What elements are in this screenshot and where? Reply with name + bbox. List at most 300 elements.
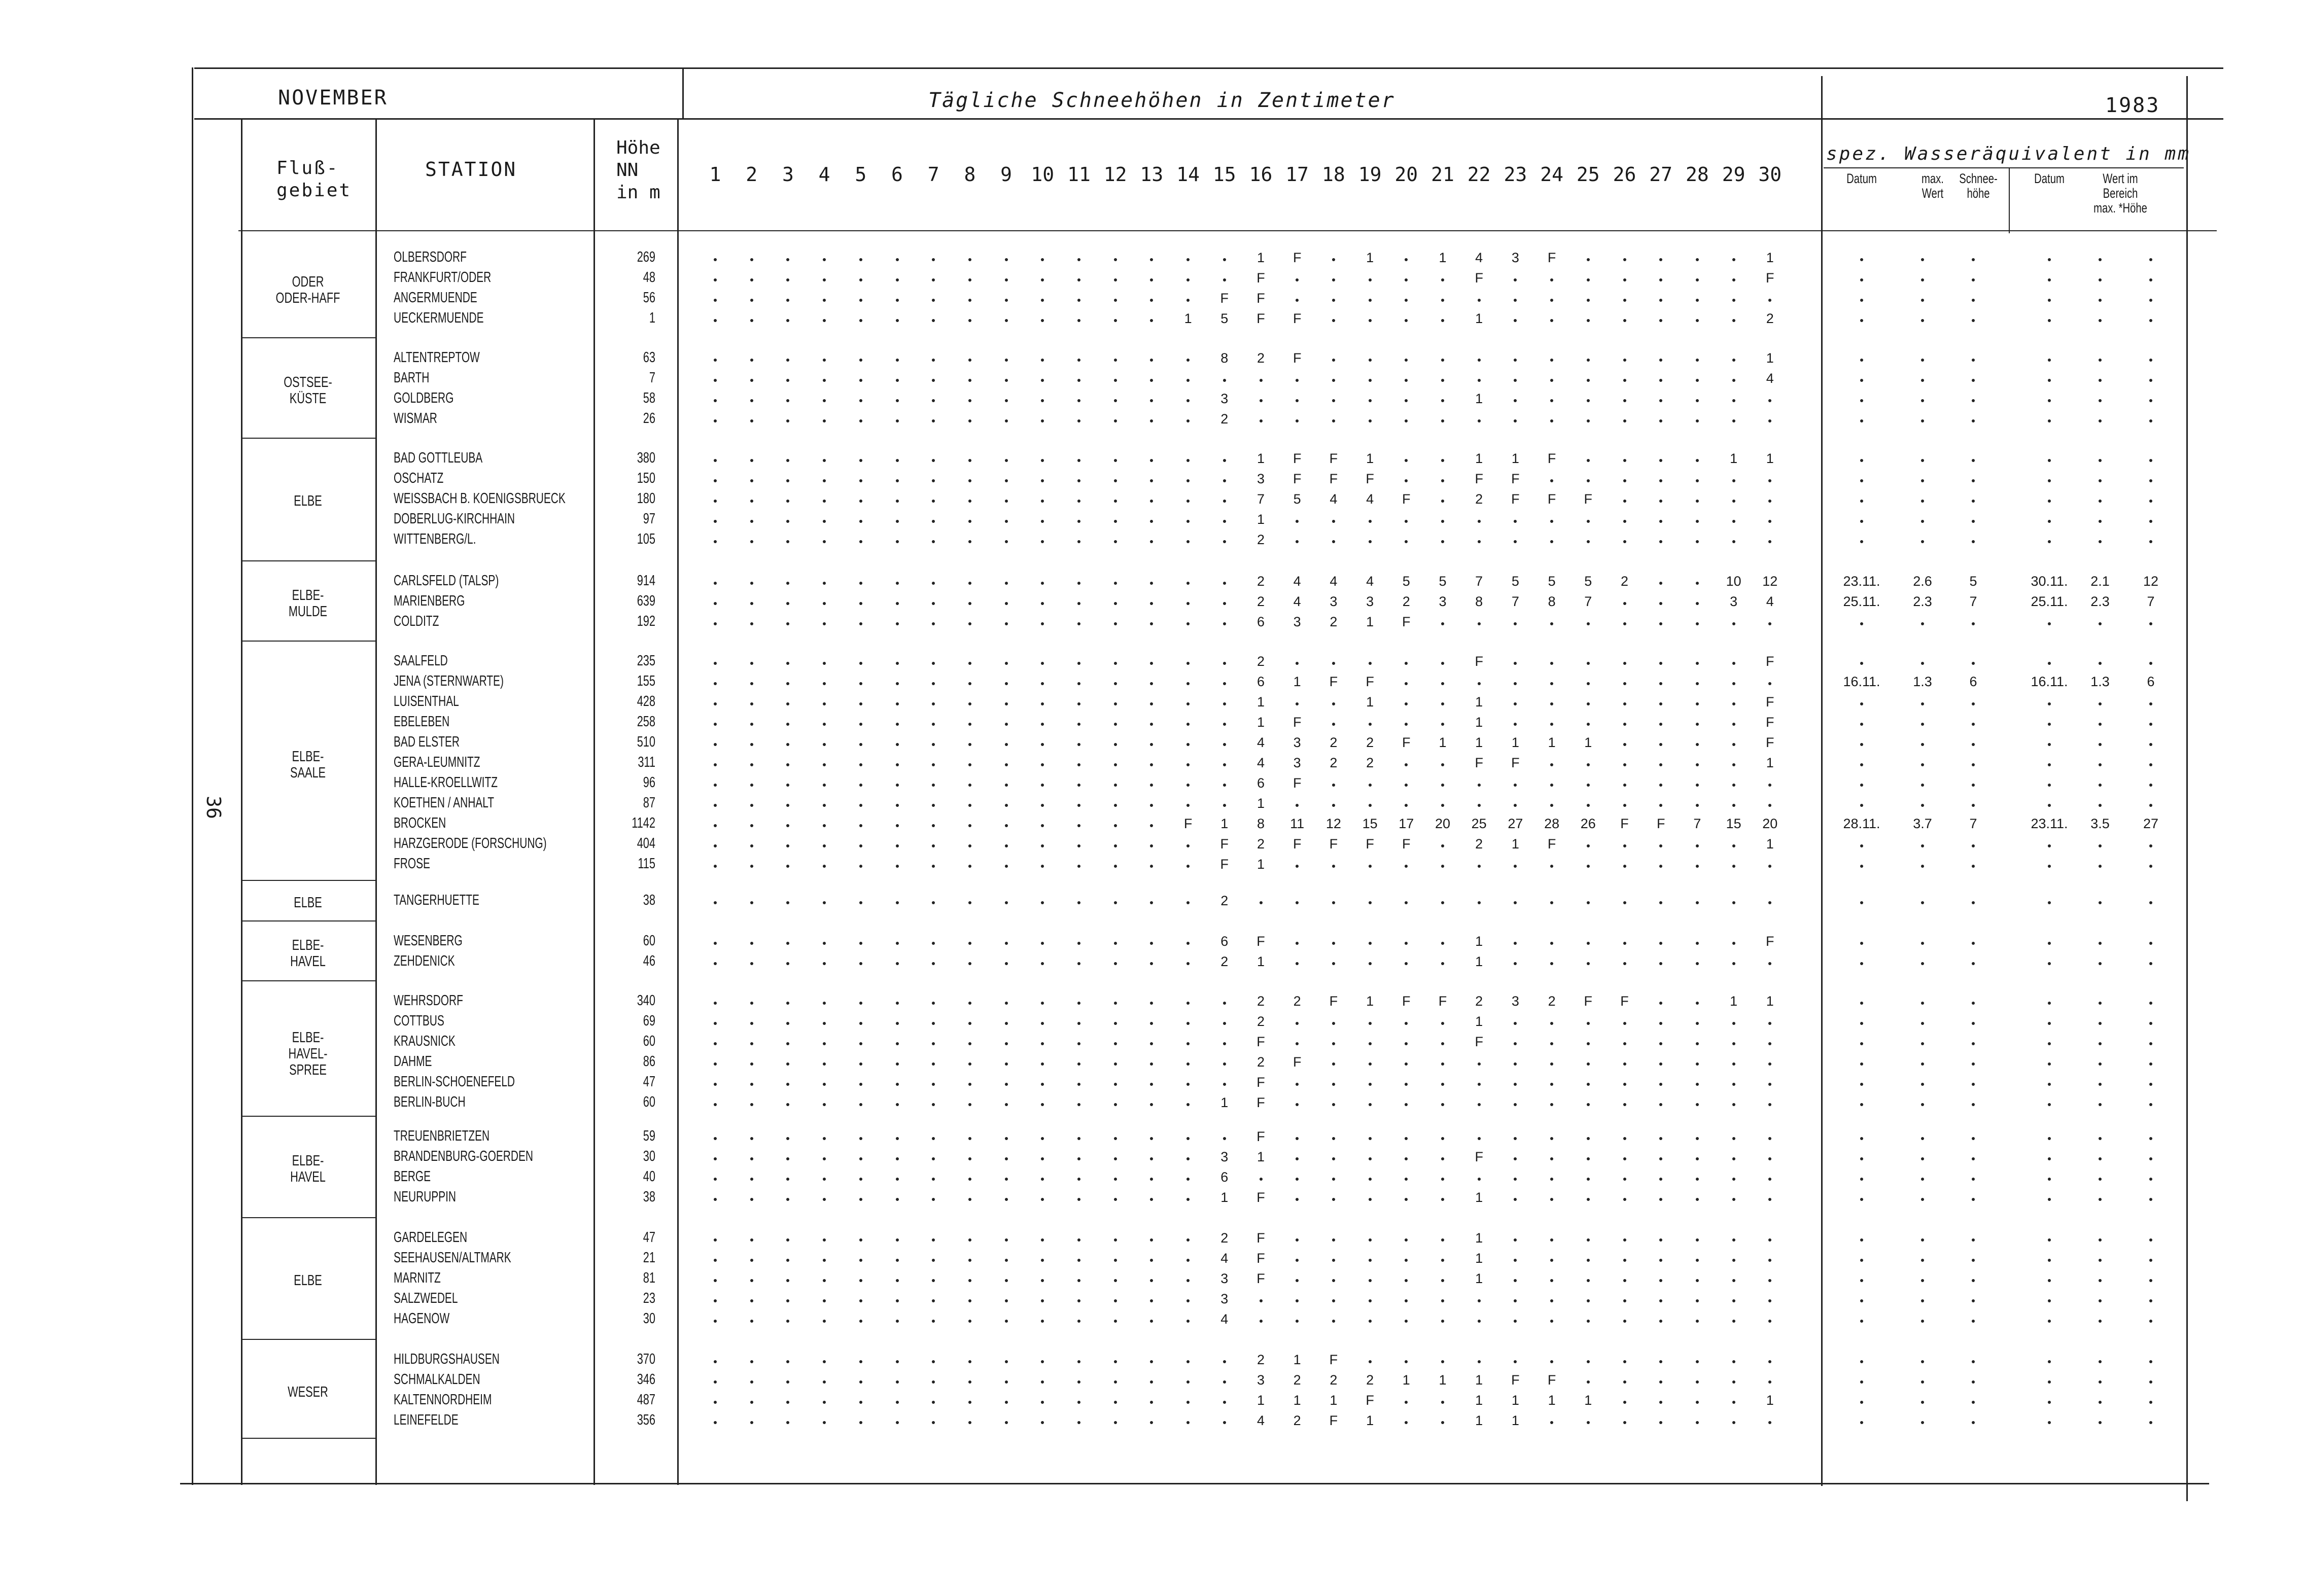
no-snow-dot — [1623, 865, 1626, 868]
no-snow-dot — [1077, 1320, 1080, 1323]
no-snow-dot — [1114, 763, 1117, 766]
swe-empty-dot — [2099, 500, 2102, 503]
no-snow-dot — [859, 1279, 862, 1282]
day-header-23: 23 — [1504, 163, 1527, 186]
station-height: 1142 — [632, 815, 655, 831]
no-snow-dot — [1041, 942, 1044, 945]
swe-empty-dot — [1972, 319, 1975, 322]
no-snow-dot — [1732, 540, 1735, 543]
river-basin-label: ELBE — [294, 493, 322, 509]
no-snow-dot — [896, 1022, 899, 1025]
no-snow-dot — [1186, 1299, 1190, 1302]
day-header-20: 20 — [1394, 163, 1418, 186]
snow-depth-value: F — [1256, 1230, 1265, 1246]
no-snow-dot — [1041, 844, 1044, 847]
no-snow-dot — [1696, 479, 1699, 482]
no-snow-dot — [1550, 1022, 1553, 1025]
no-snow-dot — [786, 379, 789, 382]
no-snow-dot — [1114, 278, 1117, 281]
no-snow-dot — [750, 1137, 753, 1140]
swe-empty-dot — [1921, 763, 1924, 766]
no-snow-dot — [786, 299, 789, 302]
no-snow-dot — [1114, 1198, 1117, 1201]
no-snow-dot — [1696, 1279, 1699, 1282]
swe-empty-dot — [1860, 1062, 1863, 1066]
no-snow-dot — [1296, 540, 1299, 543]
no-snow-dot — [1041, 399, 1044, 402]
swe-empty-dot — [2048, 1238, 2051, 1242]
no-snow-dot — [1077, 319, 1080, 322]
no-snow-dot — [1005, 743, 1008, 746]
no-snow-dot — [1405, 379, 1408, 382]
station-height: 63 — [643, 349, 655, 366]
no-snow-dot — [750, 1178, 753, 1181]
swe-empty-dot — [1921, 942, 1924, 945]
swe-empty-dot — [1972, 1178, 1975, 1181]
no-snow-dot — [1696, 662, 1699, 665]
station-height: 47 — [643, 1229, 655, 1246]
no-snow-dot — [786, 784, 789, 787]
no-snow-dot — [1478, 1178, 1481, 1181]
no-snow-dot — [1369, 804, 1372, 807]
no-snow-dot — [1696, 743, 1699, 746]
no-snow-dot — [823, 1360, 826, 1363]
no-snow-dot — [932, 399, 935, 402]
no-snow-dot — [1478, 1360, 1481, 1363]
swe-empty-dot — [1860, 1002, 1863, 1005]
no-snow-dot — [1150, 844, 1153, 847]
station-height: 30 — [643, 1148, 655, 1164]
no-snow-dot — [1223, 278, 1226, 281]
swe-empty-dot — [1860, 1279, 1863, 1282]
swe-empty-dot — [1860, 1299, 1863, 1302]
no-snow-dot — [786, 1259, 789, 1262]
swe-empty-dot — [2149, 942, 2152, 945]
snow-depth-value: 1 — [1766, 451, 1774, 466]
no-snow-dot — [1659, 784, 1662, 787]
no-snow-dot — [750, 622, 753, 625]
no-snow-dot — [1005, 1279, 1008, 1282]
no-snow-dot — [1587, 1320, 1590, 1323]
station-name: WITTENBERG/L. — [394, 531, 476, 547]
no-snow-dot — [1296, 399, 1299, 402]
no-snow-dot — [1732, 743, 1735, 746]
no-snow-dot — [1114, 1401, 1117, 1404]
no-snow-dot — [786, 962, 789, 965]
snow-depth-value: 25 — [1471, 816, 1487, 831]
station-name: WEHRSDORF — [394, 992, 463, 1009]
no-snow-dot — [1296, 1320, 1299, 1323]
no-snow-dot — [1659, 622, 1662, 625]
no-snow-dot — [1623, 379, 1626, 382]
no-snow-dot — [1332, 1299, 1335, 1302]
no-snow-dot — [932, 379, 935, 382]
no-snow-dot — [750, 1198, 753, 1201]
no-snow-dot — [823, 1401, 826, 1404]
day-header-15: 15 — [1212, 163, 1236, 186]
no-snow-dot — [896, 682, 899, 685]
no-snow-dot — [1150, 1198, 1153, 1201]
no-snow-dot — [968, 804, 971, 807]
no-snow-dot — [1405, 1137, 1408, 1140]
no-snow-dot — [1696, 359, 1699, 362]
no-snow-dot — [1514, 682, 1517, 685]
no-snow-dot — [1077, 1157, 1080, 1160]
swe-empty-dot — [2149, 1083, 2152, 1086]
no-snow-dot — [786, 1299, 789, 1302]
no-snow-dot — [786, 622, 789, 625]
station-height: 150 — [637, 470, 655, 486]
no-snow-dot — [1732, 1320, 1735, 1323]
no-snow-dot — [1150, 1401, 1153, 1404]
no-snow-dot — [750, 540, 753, 543]
no-snow-dot — [932, 1238, 935, 1242]
snow-depth-value: 1 — [1511, 836, 1519, 852]
snow-depth-value: 1 — [1256, 715, 1265, 730]
no-snow-dot — [1587, 844, 1590, 847]
station-name: GOLDBERG — [394, 390, 454, 406]
no-snow-dot — [896, 602, 899, 605]
no-snow-dot — [932, 662, 935, 665]
no-snow-dot — [1768, 419, 1771, 422]
no-snow-dot — [1623, 682, 1626, 685]
no-snow-dot — [750, 1401, 753, 1404]
no-snow-dot — [1077, 622, 1080, 625]
no-snow-dot — [1696, 278, 1699, 281]
no-snow-dot — [1696, 682, 1699, 685]
no-snow-dot — [1077, 1401, 1080, 1404]
swe-empty-dot — [2149, 1042, 2152, 1045]
no-snow-dot — [714, 784, 717, 787]
no-snow-dot — [1186, 1022, 1190, 1025]
no-snow-dot — [823, 723, 826, 726]
no-snow-dot — [750, 1360, 753, 1363]
swe-empty-dot — [2048, 702, 2051, 705]
no-snow-dot — [1659, 804, 1662, 807]
swe-sub-date1: Datum — [1846, 171, 1877, 186]
no-snow-dot — [968, 1421, 971, 1424]
no-snow-dot — [1696, 1022, 1699, 1025]
swe-empty-dot — [2048, 901, 2051, 904]
no-snow-dot — [968, 1083, 971, 1086]
no-snow-dot — [1077, 459, 1080, 462]
no-snow-dot — [1186, 1042, 1190, 1045]
swe-empty-dot — [2048, 319, 2051, 322]
swe-empty-dot — [2099, 479, 2102, 482]
no-snow-dot — [1441, 1238, 1444, 1242]
no-snow-dot — [750, 824, 753, 827]
swe-empty-dot — [2048, 1401, 2051, 1404]
no-snow-dot — [1005, 1137, 1008, 1140]
no-snow-dot — [932, 1320, 935, 1323]
swe-empty-dot — [2048, 784, 2051, 787]
no-snow-dot — [1332, 1042, 1335, 1045]
no-snow-dot — [823, 278, 826, 281]
no-snow-dot — [1478, 1083, 1481, 1086]
no-snow-dot — [1696, 1103, 1699, 1106]
no-snow-dot — [1369, 1320, 1372, 1323]
no-snow-dot — [859, 942, 862, 945]
no-snow-dot — [1041, 1062, 1044, 1066]
no-snow-dot — [1514, 278, 1517, 281]
swe-empty-dot — [2149, 278, 2152, 281]
swe-empty-dot — [2149, 1238, 2152, 1242]
snow-depth-value: 4 — [1330, 574, 1338, 589]
snow-depth-value: 20 — [1435, 816, 1451, 831]
table-title: Tägliche Schneehöhen in Zentimeter — [928, 89, 1395, 112]
no-snow-dot — [932, 1137, 935, 1140]
no-snow-dot — [1114, 1103, 1117, 1106]
swe-empty-dot — [2048, 865, 2051, 868]
swe-empty-dot — [1972, 1360, 1975, 1363]
no-snow-dot — [786, 942, 789, 945]
snow-depth-value: 3 — [1220, 1291, 1229, 1306]
no-snow-dot — [1587, 299, 1590, 302]
no-snow-dot — [1478, 359, 1481, 362]
no-snow-dot — [823, 622, 826, 625]
no-snow-dot — [1005, 763, 1008, 766]
no-snow-dot — [1659, 702, 1662, 705]
no-snow-dot — [1696, 1137, 1699, 1140]
swe-empty-dot — [2099, 379, 2102, 382]
no-snow-dot — [1587, 419, 1590, 422]
no-snow-dot — [1005, 399, 1008, 402]
swe-empty-dot — [1921, 1103, 1924, 1106]
swe-empty-dot — [2048, 804, 2051, 807]
no-snow-dot — [1514, 1198, 1517, 1201]
snow-depth-value: F — [1511, 755, 1520, 770]
snow-depth-value: F — [1475, 654, 1483, 669]
no-snow-dot — [1441, 763, 1444, 766]
header-bottom-line — [194, 118, 2223, 120]
no-snow-dot — [1041, 804, 1044, 807]
station-name: DOBERLUG-KIRCHHAIN — [394, 511, 515, 527]
no-snow-dot — [1332, 299, 1335, 302]
day-header-16: 16 — [1249, 163, 1273, 186]
no-snow-dot — [1332, 942, 1335, 945]
station-height: 87 — [643, 795, 655, 811]
no-snow-dot — [1550, 1042, 1553, 1045]
swe-empty-dot — [1860, 1360, 1863, 1363]
swe-empty-dot — [1972, 662, 1975, 665]
no-snow-dot — [1150, 784, 1153, 787]
swe-empty-dot — [2048, 479, 2051, 482]
no-snow-dot — [1223, 682, 1226, 685]
no-snow-dot — [1114, 1421, 1117, 1424]
snow-depth-value: F — [1256, 1251, 1265, 1266]
swe-empty-dot — [1860, 278, 1863, 281]
no-snow-dot — [1005, 723, 1008, 726]
swe-empty-dot — [1921, 1083, 1924, 1086]
swe-empty-dot — [1860, 662, 1863, 665]
no-snow-dot — [896, 1421, 899, 1424]
swe-empty-dot — [2149, 1198, 2152, 1201]
no-snow-dot — [1405, 682, 1408, 685]
no-snow-dot — [1514, 520, 1517, 523]
no-snow-dot — [1405, 359, 1408, 362]
no-snow-dot — [1768, 1137, 1771, 1140]
no-snow-dot — [1077, 1103, 1080, 1106]
no-snow-dot — [968, 662, 971, 665]
no-snow-dot — [1441, 723, 1444, 726]
no-snow-dot — [1077, 1380, 1080, 1384]
no-snow-dot — [1114, 1137, 1117, 1140]
no-snow-dot — [1114, 901, 1117, 904]
no-snow-dot — [1150, 299, 1153, 302]
snow-depth-value: 1 — [1475, 1251, 1483, 1266]
swe-empty-dot — [2048, 723, 2051, 726]
swe-empty-dot — [1860, 901, 1863, 904]
swe-empty-dot — [2149, 1380, 2152, 1384]
swe-empty-dot — [2149, 1299, 2152, 1302]
no-snow-dot — [714, 1401, 717, 1404]
no-snow-dot — [1441, 1421, 1444, 1424]
no-snow-dot — [1696, 379, 1699, 382]
no-snow-dot — [750, 1299, 753, 1302]
snow-depth-value: 1 — [1766, 755, 1774, 770]
no-snow-dot — [1296, 1238, 1299, 1242]
station-height: 380 — [637, 450, 655, 466]
no-snow-dot — [859, 844, 862, 847]
snow-depth-value: 1 — [1766, 994, 1774, 1009]
no-snow-dot — [1732, 379, 1735, 382]
no-snow-dot — [1005, 359, 1008, 362]
swe-empty-dot — [1921, 479, 1924, 482]
no-snow-dot — [1186, 479, 1190, 482]
no-snow-dot — [786, 824, 789, 827]
no-snow-dot — [968, 359, 971, 362]
swe-empty-dot — [2099, 1299, 2102, 1302]
no-snow-dot — [968, 1042, 971, 1045]
no-snow-dot — [1114, 540, 1117, 543]
no-snow-dot — [1550, 942, 1553, 945]
swe-value: 3.7 — [1913, 816, 1932, 831]
station-name: DAHME — [394, 1053, 432, 1070]
no-snow-dot — [714, 520, 717, 523]
swe-empty-dot — [2099, 1022, 2102, 1025]
no-snow-dot — [1332, 1198, 1335, 1201]
no-snow-dot — [1114, 299, 1117, 302]
no-snow-dot — [859, 622, 862, 625]
station-name: ZEHDENICK — [394, 953, 455, 969]
no-snow-dot — [1223, 379, 1226, 382]
no-snow-dot — [1659, 1259, 1662, 1262]
swe-empty-dot — [1860, 743, 1863, 746]
no-snow-dot — [786, 479, 789, 482]
no-snow-dot — [714, 702, 717, 705]
no-snow-dot — [1005, 500, 1008, 503]
swe-empty-dot — [2149, 520, 2152, 523]
swe-empty-dot — [2099, 359, 2102, 362]
swe-empty-dot — [1860, 1103, 1863, 1106]
no-snow-dot — [968, 540, 971, 543]
no-snow-dot — [896, 1299, 899, 1302]
swe-empty-dot — [2149, 763, 2152, 766]
swe-empty-dot — [2048, 1360, 2051, 1363]
no-snow-dot — [1405, 901, 1408, 904]
station-name: TREUENBRIETZEN — [394, 1128, 490, 1144]
swe-empty-dot — [2099, 1083, 2102, 1086]
no-snow-dot — [750, 1042, 753, 1045]
no-snow-dot — [1587, 901, 1590, 904]
no-snow-dot — [1623, 602, 1626, 605]
no-snow-dot — [968, 1259, 971, 1262]
no-snow-dot — [1005, 319, 1008, 322]
no-snow-dot — [1659, 459, 1662, 462]
no-snow-dot — [859, 1360, 862, 1363]
no-snow-dot — [1077, 1083, 1080, 1086]
no-snow-dot — [859, 278, 862, 281]
no-snow-dot — [1150, 804, 1153, 807]
swe-empty-dot — [2048, 844, 2051, 847]
no-snow-dot — [1623, 299, 1626, 302]
no-snow-dot — [1150, 962, 1153, 965]
swe-empty-dot — [1921, 723, 1924, 726]
no-snow-dot — [823, 359, 826, 362]
station-height: 155 — [637, 673, 655, 689]
no-snow-dot — [1587, 258, 1590, 261]
snow-depth-value: 4 — [1366, 574, 1374, 589]
no-snow-dot — [1587, 763, 1590, 766]
station-name: HARZGERODE (FORSCHUNG) — [394, 835, 547, 852]
no-snow-dot — [1114, 520, 1117, 523]
no-snow-dot — [1186, 1178, 1190, 1181]
no-snow-dot — [1296, 1279, 1299, 1282]
no-snow-dot — [714, 804, 717, 807]
snow-depth-value: F — [1220, 857, 1229, 872]
no-snow-dot — [968, 763, 971, 766]
no-snow-dot — [1768, 1022, 1771, 1025]
col-header-station: STATION — [425, 158, 517, 181]
no-snow-dot — [1732, 299, 1735, 302]
no-snow-dot — [896, 784, 899, 787]
no-snow-dot — [1332, 784, 1335, 787]
no-snow-dot — [1659, 1157, 1662, 1160]
no-snow-dot — [1623, 520, 1626, 523]
no-snow-dot — [1550, 319, 1553, 322]
no-snow-dot — [1223, 784, 1226, 787]
no-snow-dot — [1223, 1380, 1226, 1384]
no-snow-dot — [932, 459, 935, 462]
day-header-29: 29 — [1722, 163, 1745, 186]
snow-depth-value: 2 — [1256, 654, 1265, 669]
no-snow-dot — [1696, 1062, 1699, 1066]
no-snow-dot — [1332, 723, 1335, 726]
no-snow-dot — [1405, 1062, 1408, 1066]
no-snow-dot — [1114, 702, 1117, 705]
day-header-11: 11 — [1067, 163, 1091, 186]
snow-depth-value: F — [1293, 350, 1302, 366]
no-snow-dot — [968, 682, 971, 685]
no-snow-dot — [1150, 1279, 1153, 1282]
no-snow-dot — [859, 520, 862, 523]
swe-empty-dot — [2149, 1259, 2152, 1262]
no-snow-dot — [714, 1299, 717, 1302]
swe-value: 6 — [2147, 674, 2155, 689]
no-snow-dot — [1478, 622, 1481, 625]
snow-depth-value: 5 — [1584, 574, 1592, 589]
swe-empty-dot — [1860, 1157, 1863, 1160]
no-snow-dot — [823, 844, 826, 847]
no-snow-dot — [823, 1178, 826, 1181]
no-snow-dot — [896, 299, 899, 302]
swe-empty-dot — [2048, 258, 2051, 261]
no-snow-dot — [1768, 1360, 1771, 1363]
no-snow-dot — [1041, 319, 1044, 322]
station-height: 47 — [643, 1074, 655, 1090]
no-snow-dot — [1005, 865, 1008, 868]
no-snow-dot — [1041, 1299, 1044, 1302]
